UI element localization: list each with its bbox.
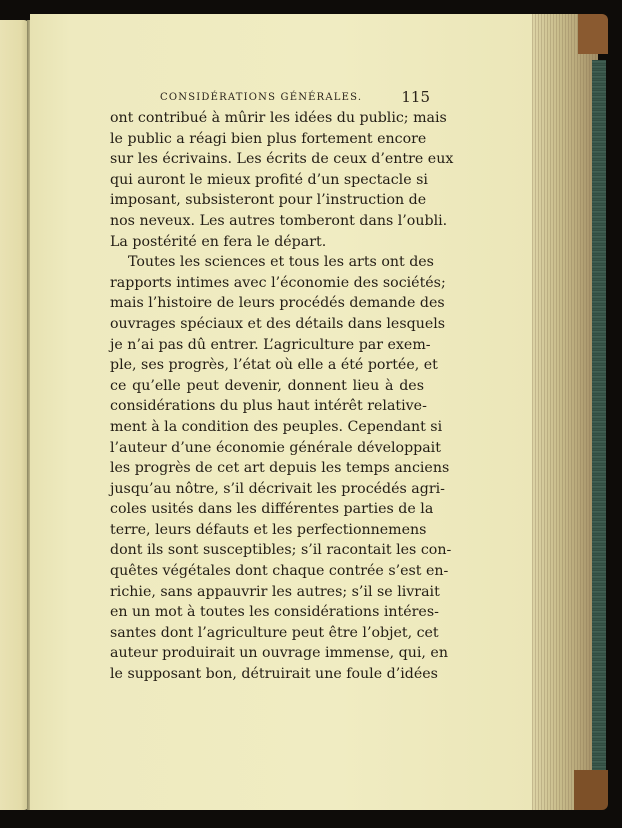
text-line: l’auteur d’une économie générale développait: [110, 439, 441, 456]
text-line: qui auront le mieux profité d’un spectacle si: [110, 171, 428, 188]
page-number: 115: [401, 88, 430, 106]
text-line: ont contribué à mûrir les idées du public; mais: [110, 110, 447, 126]
text-line: imposant, subsisteront pour l’instruction de: [110, 192, 427, 209]
text-line: ple, ses progrès, l’état où elle a été portée, et: [110, 357, 438, 374]
text-line: richie, sans appauvrir les autres; s’il se livrait: [110, 583, 440, 600]
text-line: ment à la condition des peuples. Cependant si: [110, 418, 443, 435]
text-line: jusqu’au nôtre, s’il décrivait les procédés agri-: [110, 480, 445, 497]
text-line: nos neveux. Les autres tomberont dans l’oubli.: [110, 212, 448, 229]
book-cover-edge: [592, 60, 606, 780]
text-line: rapports intimes avec l’économie des sociétés;: [110, 274, 446, 291]
text-line: coles usités dans les différentes parties de la: [110, 501, 434, 518]
text-line: ce qu’elle peut devenir, donnent lieu à des: [110, 377, 424, 394]
cover-corner-top: [578, 14, 608, 54]
page-edges: [532, 14, 598, 810]
running-head: CONSIDÉRATIONS GÉNÉRALES.: [160, 92, 363, 103]
text-line: le public a réagi bien plus fortement encore: [110, 130, 427, 147]
body-text: [110, 108, 454, 685]
facing-page-edge: [0, 20, 30, 810]
text-line: les progrès de cet art depuis les temps anciens: [110, 460, 450, 477]
text-line: La postérité en fera le départ.: [110, 233, 327, 250]
page-header: [160, 88, 430, 108]
text-line: Toutes les sciences et tous les arts ont des: [128, 254, 434, 271]
text-line: mais l’histoire de leurs procédés demande des: [110, 295, 445, 312]
text-line: santes dont l’agriculture peut être l’objet, cet: [110, 624, 439, 641]
text-line: en un mot à toutes les considérations intéres-: [110, 604, 439, 621]
text-line: dont ils sont susceptibles; s’il racontait les con-: [110, 542, 452, 559]
text-line: sur les écrivains. Les écrits de ceux d’entre eux: [110, 151, 454, 168]
text-line: quêtes végétales dont chaque contrée s’est en-: [110, 563, 449, 580]
text-line: terre, leurs défauts et les perfectionnemens: [110, 521, 427, 538]
text-line: auteur produirait un ouvrage immense, qui, en: [110, 645, 448, 662]
text-line: considérations du plus haut intérêt relative-: [110, 398, 427, 415]
text-line: ouvrages spéciaux et des détails dans lesquels: [110, 315, 446, 332]
text-line: je n’ai pas dû entrer. L’agriculture par exem-: [110, 336, 431, 353]
text-line: le supposant bon, détruirait une foule d’idées: [110, 666, 438, 683]
cover-corner-bottom: [574, 770, 608, 810]
